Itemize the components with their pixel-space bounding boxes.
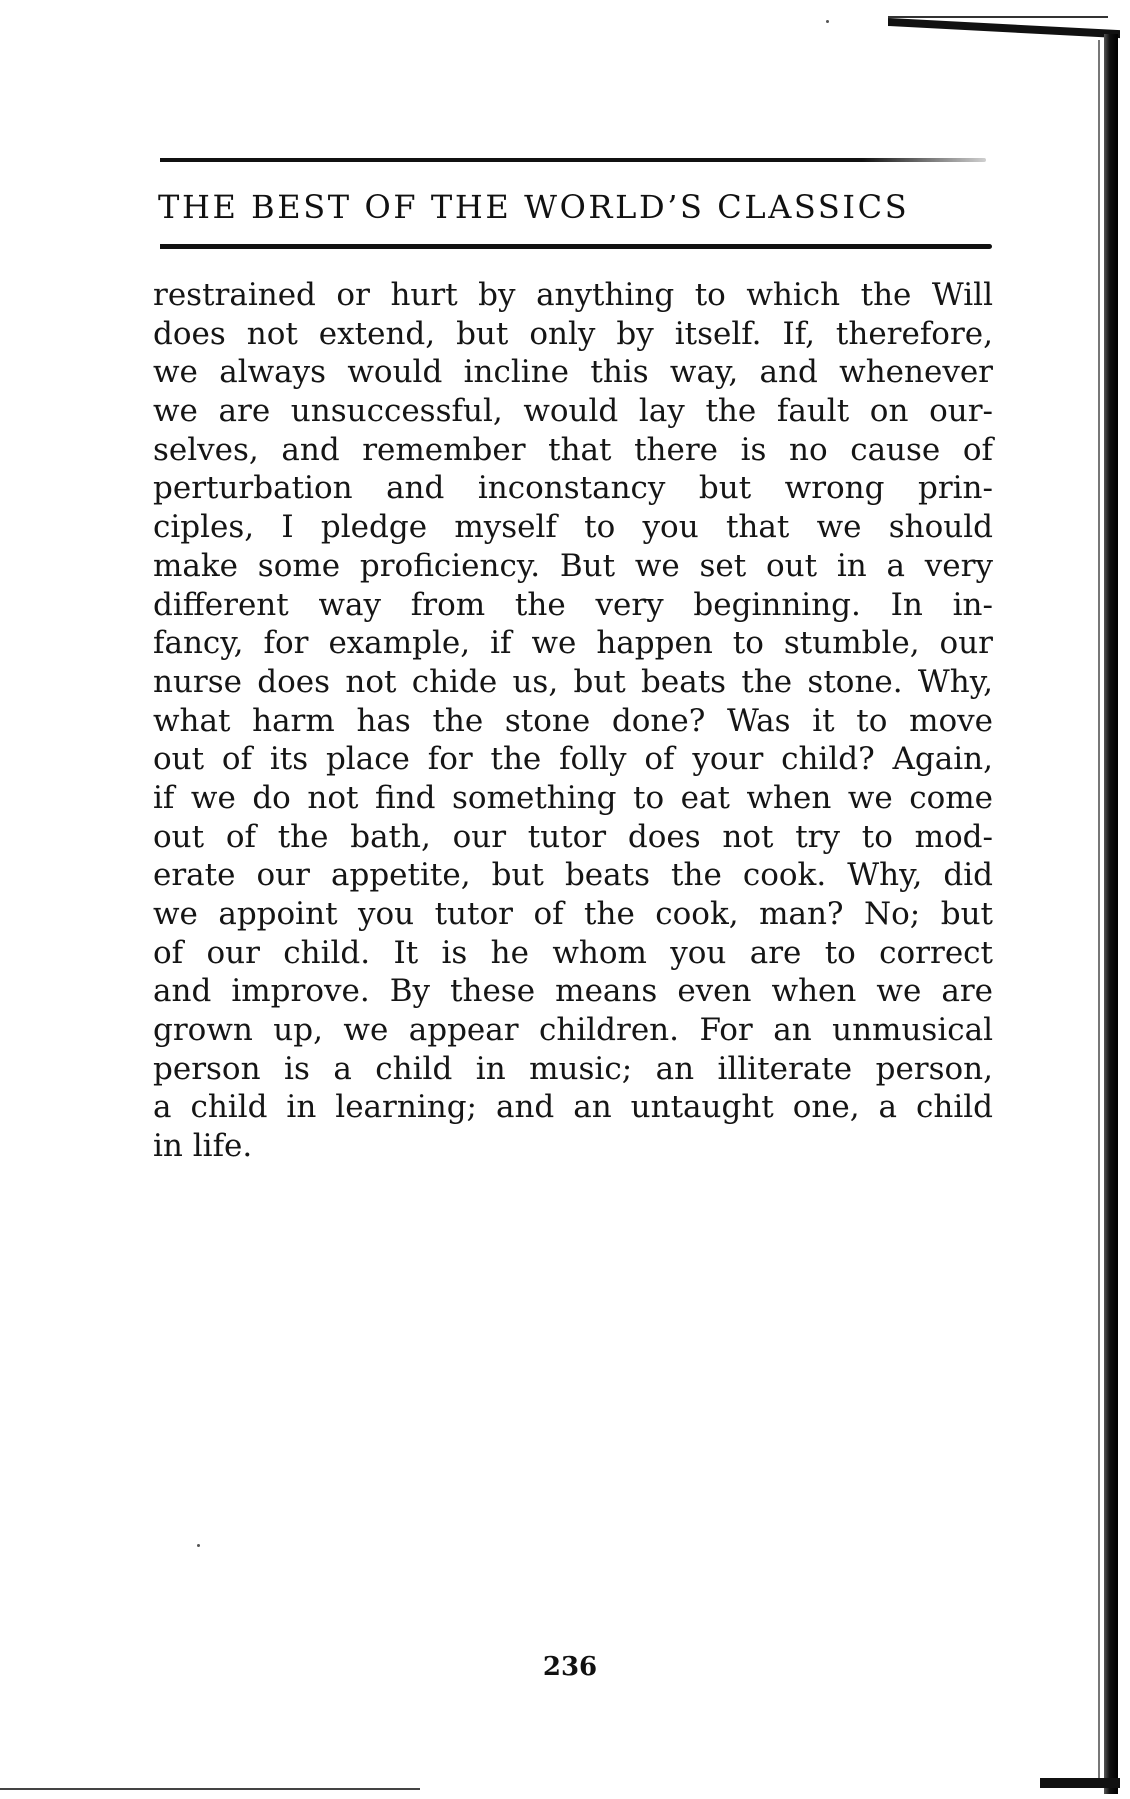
page-number: 236 — [542, 1652, 598, 1682]
text-line: and improve. By these means even when we are — [153, 973, 993, 1010]
scan-speck — [197, 1544, 200, 1547]
text-line: we always would incline this way, and whenever — [153, 354, 993, 391]
page-edge-bottom-left — [0, 1788, 420, 1790]
text-line-last: in life. — [153, 1128, 253, 1165]
text-line: nurse does not chide us, but beats the stone. Why, — [153, 663, 993, 700]
page-edge-right — [1104, 34, 1118, 1794]
text-line: out of its place for the folly of your child? Again, — [153, 741, 993, 778]
text-line: we are unsuccessful, would lay the fault on our- — [153, 393, 993, 430]
text-line: a child in learning; and an untaught one, a child — [153, 1089, 993, 1126]
text-line: erate our appetite, but beats the cook. Why, did — [153, 857, 993, 894]
page-edge-top — [888, 18, 1120, 38]
text-line: person is a child in music; an illiterate person, — [153, 1050, 993, 1087]
header-rule-bottom — [160, 244, 992, 249]
text-line: out of the bath, our tutor does not try to mod- — [153, 818, 993, 855]
text-line: of our child. It is he whom you are to correct — [153, 934, 993, 971]
text-line: restrained or hurt by anything to which the Will — [153, 277, 993, 313]
running-head: THE BEST OF THE WORLD’S CLASSICS — [158, 188, 910, 226]
page-edge-top-thin — [888, 16, 1108, 18]
text-line: perturbation and inconstancy but wrong prin- — [153, 470, 993, 507]
scan-speck — [826, 20, 829, 23]
text-line: does not extend, but only by itself. If, therefore, — [153, 315, 993, 352]
text-line: what harm has the stone done? Was it to move — [153, 702, 993, 739]
text-line: fancy, for example, if we happen to stumble, our — [153, 625, 993, 662]
text-line: grown up, we appear children. For an unmusical — [153, 1012, 993, 1049]
body-text — [153, 276, 993, 1166]
page-edge-bottom-right — [1040, 1778, 1120, 1788]
text-line: different way from the very beginning. In in- — [153, 586, 993, 623]
text-line: if we do not find something to eat when we come — [153, 779, 993, 816]
text-line: selves, and remember that there is no cause of — [153, 431, 993, 468]
text-line: make some proficiency. But we set out in a very — [153, 547, 993, 584]
text-line: we appoint you tutor of the cook, man? No; but — [153, 896, 993, 932]
page-edge-right-thin — [1098, 40, 1100, 1780]
header-rule-top — [160, 158, 986, 162]
text-line: ciples, I pledge myself to you that we should — [153, 509, 993, 546]
